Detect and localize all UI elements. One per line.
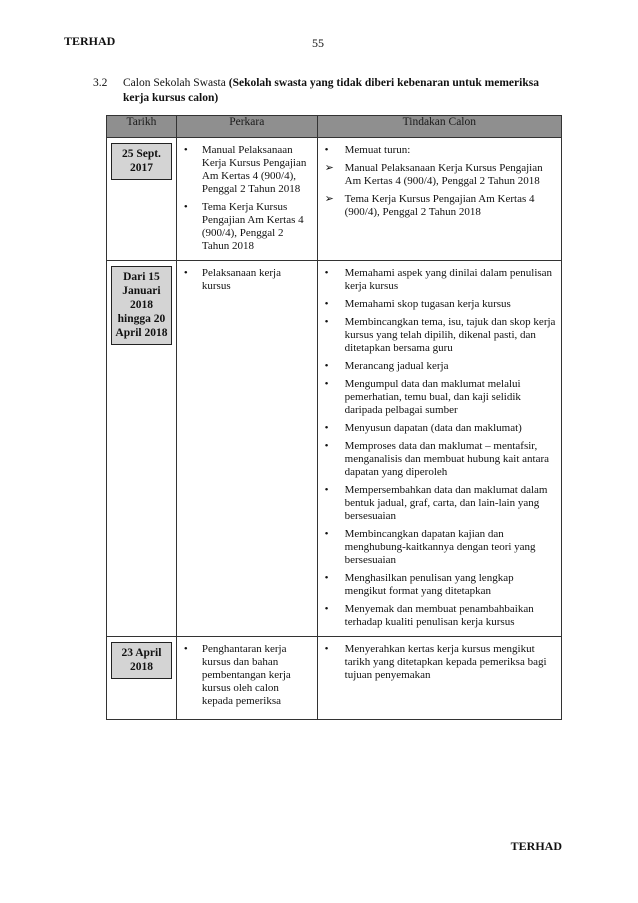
bullet-icon: • bbox=[183, 144, 188, 156]
list-item bbox=[182, 267, 312, 293]
tindakan-cell bbox=[317, 138, 561, 261]
list-item bbox=[323, 603, 556, 629]
perkara-cell bbox=[176, 637, 317, 720]
bullet-icon: • bbox=[324, 440, 329, 452]
bullet-icon: • bbox=[324, 572, 329, 584]
list-item-text: Manual Pelaksanaan Kerja Kursus Pengajian Am Kertas 4 (900/4), Penggal 2 Tahun 2018 bbox=[201, 144, 307, 195]
perkara-cell bbox=[176, 261, 317, 637]
column-header-tarikh: Tarikh bbox=[107, 116, 177, 138]
bullet-icon: • bbox=[324, 528, 329, 540]
list-item bbox=[323, 162, 556, 188]
section-title bbox=[123, 76, 563, 105]
list-item-text: Menyusun dapatan (data dan maklumat) bbox=[344, 422, 522, 434]
list-item-text: Memahami skop tugasan kerja kursus bbox=[344, 298, 511, 310]
list-item-text: Menyerahkan kertas kerja kursus mengikut tarikh yang ditetapkan kepada pemeriksa bagi tujuan penyemakan bbox=[344, 643, 547, 681]
schedule-table bbox=[106, 115, 562, 720]
list-item-text: Tema Kerja Kursus Pengajian Am Kertas 4 (900/4), Penggal 2 Tahun 2018 bbox=[344, 193, 535, 218]
date-cell bbox=[107, 261, 177, 637]
list-item bbox=[323, 144, 556, 157]
list-item bbox=[182, 144, 312, 196]
tindakan-list bbox=[319, 262, 560, 635]
date-badge: 23 April 2018 bbox=[111, 642, 172, 679]
table-row bbox=[107, 261, 562, 637]
list-item bbox=[323, 422, 556, 435]
bullet-icon: • bbox=[324, 378, 329, 390]
list-item-text: Menyemak dan membuat penambahbaikan terhadap kualiti penulisan kerja kursus bbox=[344, 603, 534, 628]
list-item bbox=[323, 316, 556, 355]
table-row bbox=[107, 138, 562, 261]
perkara-list bbox=[178, 638, 316, 718]
list-item-text: Mengumpul data dan maklumat melalui pemerhatian, temu bual, dan kaji selidik daripada pelbagai sumber bbox=[344, 378, 521, 416]
list-item bbox=[323, 643, 556, 682]
list-item-text: Membincangkan dapatan kajian dan menghubung-kaitkannya dengan teori yang bersesuaian bbox=[344, 528, 536, 566]
list-item bbox=[323, 360, 556, 373]
bullet-icon: • bbox=[324, 643, 329, 655]
column-header-tindakan: Tindakan Calon bbox=[317, 116, 561, 138]
perkara-list bbox=[178, 262, 316, 299]
arrow-bullet-icon: ➢ bbox=[324, 193, 334, 205]
page-number: 55 bbox=[312, 36, 324, 50]
header-classification: TERHAD bbox=[64, 34, 116, 48]
list-item-text: Memuat turun: bbox=[344, 144, 411, 156]
footer-classification: TERHAD bbox=[510, 839, 562, 853]
list-item-text: Tema Kerja Kursus Pengajian Am Kertas 4 (900/4), Penggal 2 Tahun 2018 bbox=[201, 201, 304, 252]
bullet-icon: • bbox=[324, 267, 329, 279]
date-cell bbox=[107, 138, 177, 261]
bullet-icon: • bbox=[324, 298, 329, 310]
section-title-plain: Calon Sekolah Swasta bbox=[123, 77, 226, 89]
list-item-text: Menghasilkan penulisan yang lengkap mengikut format yang ditetapkan bbox=[344, 572, 514, 597]
list-item bbox=[323, 267, 556, 293]
bullet-icon: • bbox=[324, 484, 329, 496]
list-item-text: Pelaksanaan kerja kursus bbox=[201, 267, 281, 292]
list-item bbox=[323, 193, 556, 219]
list-item bbox=[323, 528, 556, 567]
list-item-text: Membincangkan tema, isu, tajuk dan skop kerja kursus yang telah dipilih, dikenal pasti, dan ditetapkan bersama guru bbox=[344, 316, 556, 354]
date-cell bbox=[107, 637, 177, 720]
date-badge: Dari 15 Januari 2018 hingga 20 April 2018 bbox=[111, 266, 172, 345]
tindakan-cell bbox=[317, 261, 561, 637]
list-item-text: Mempersembahkan data dan maklumat dalam bentuk jadual, graf, carta, dan lain-lain yang bersesuaian bbox=[344, 484, 548, 522]
list-item bbox=[182, 643, 312, 708]
section-number: 3.2 bbox=[93, 77, 108, 89]
tindakan-list bbox=[319, 139, 560, 225]
bullet-icon: • bbox=[324, 360, 329, 372]
list-item bbox=[323, 440, 556, 479]
bullet-icon: • bbox=[183, 201, 188, 213]
bullet-icon: • bbox=[324, 316, 329, 328]
bullet-icon: • bbox=[324, 422, 329, 434]
tindakan-list bbox=[319, 638, 560, 688]
list-item bbox=[323, 298, 556, 311]
list-item bbox=[323, 484, 556, 523]
list-item-text: Manual Pelaksanaan Kerja Kursus Pengajian Am Kertas 4 (900/4), Penggal 2 Tahun 2018 bbox=[344, 162, 543, 187]
list-item-text: Memproses data dan maklumat – mentafsir, menganalisis dan membuat hubung kait antara dapatan yang diperoleh bbox=[344, 440, 549, 478]
bullet-icon: • bbox=[324, 144, 329, 156]
table-header-row bbox=[107, 116, 562, 138]
section-title-bold: (Sekolah swasta yang tidak diberi kebenaran untuk memeriksa kerja kursus calon) bbox=[123, 77, 539, 104]
arrow-bullet-icon: ➢ bbox=[324, 162, 334, 174]
perkara-list bbox=[178, 139, 316, 259]
list-item-text: Memahami aspek yang dinilai dalam penulisan kerja kursus bbox=[344, 267, 553, 292]
tindakan-cell bbox=[317, 637, 561, 720]
bullet-icon: • bbox=[183, 267, 188, 279]
perkara-cell bbox=[176, 138, 317, 261]
bullet-icon: • bbox=[183, 643, 188, 655]
list-item-text: Penghantaran kerja kursus dan bahan pembentangan kerja kursus oleh calon kepada pemeriksa bbox=[201, 643, 291, 707]
list-item bbox=[323, 378, 556, 417]
bullet-icon: • bbox=[324, 603, 329, 615]
table-row bbox=[107, 637, 562, 720]
list-item bbox=[323, 572, 556, 598]
section-heading bbox=[93, 76, 563, 105]
column-header-perkara: Perkara bbox=[176, 116, 317, 138]
list-item-text: Merancang jadual kerja bbox=[344, 360, 449, 372]
date-badge: 25 Sept. 2017 bbox=[111, 143, 172, 180]
list-item bbox=[182, 201, 312, 253]
